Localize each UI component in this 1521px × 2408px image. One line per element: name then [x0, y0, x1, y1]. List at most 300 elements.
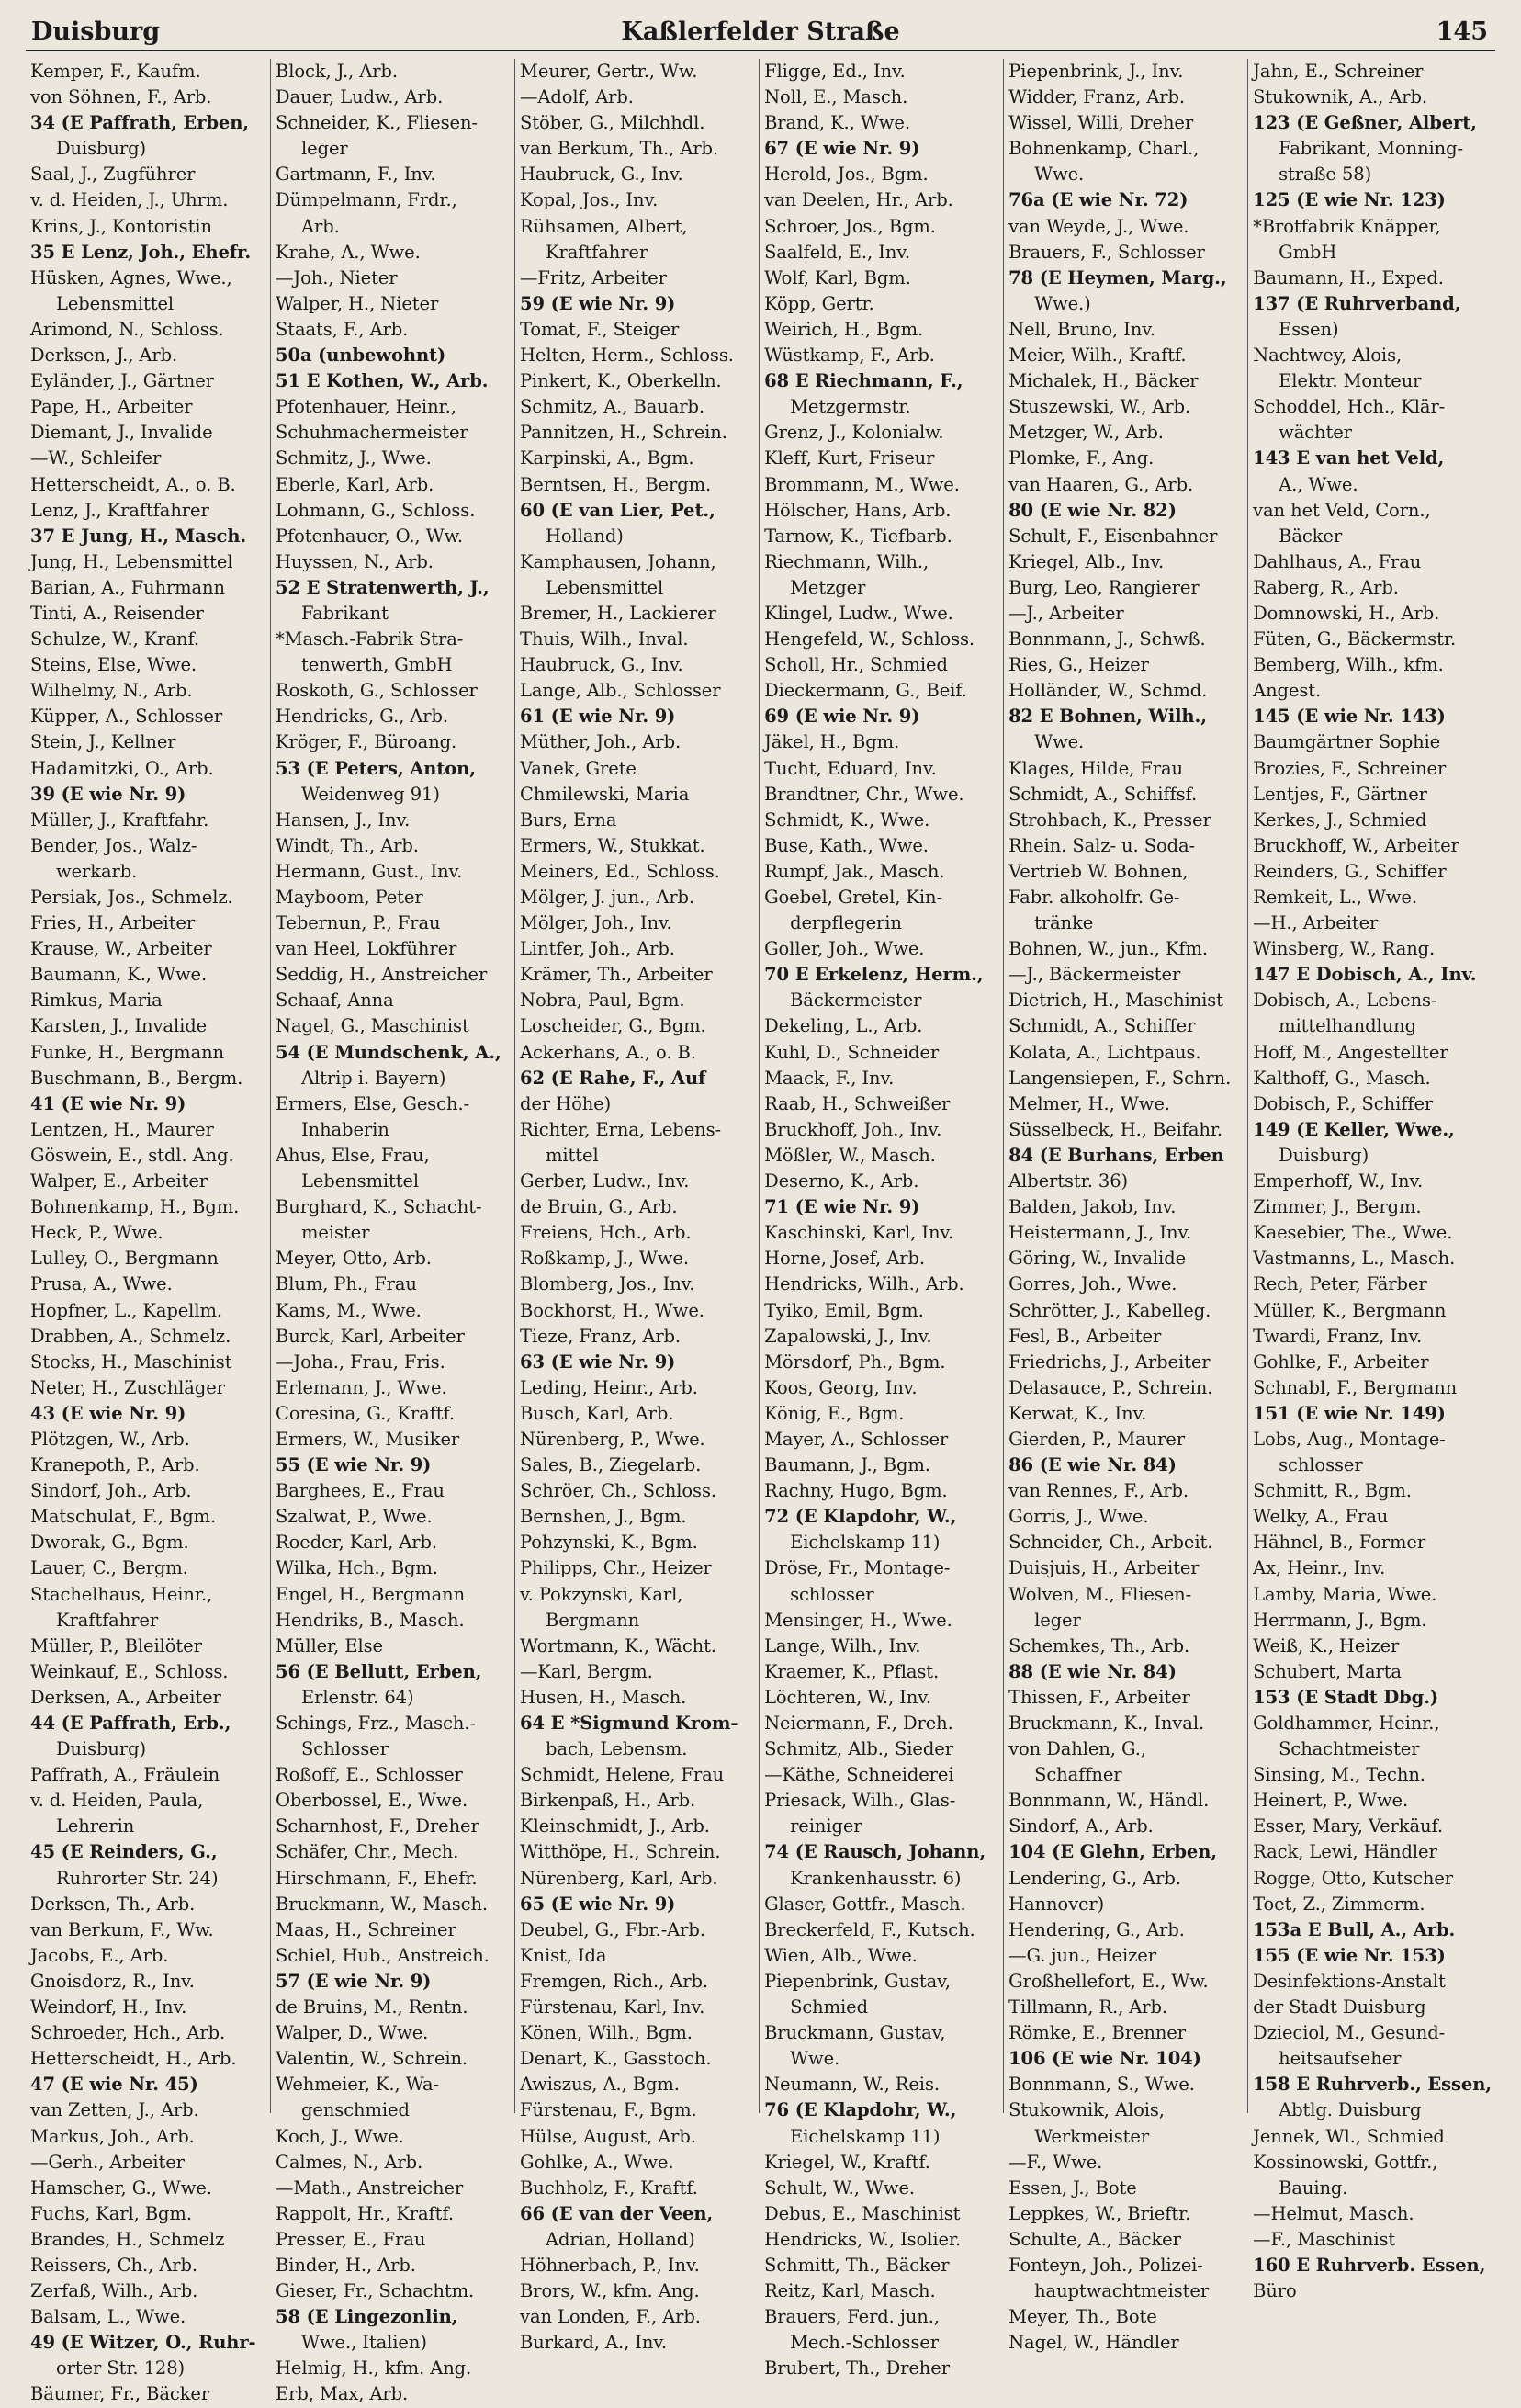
directory-entry: 57 (E wie Nr. 9): [276, 1970, 432, 1992]
directory-entry: Horne, Josef, Arb.: [764, 1248, 925, 1270]
directory-entry: Tebernun, P., Frau: [276, 912, 441, 934]
directory-entry: Dietrich, H., Maschinist: [1008, 989, 1223, 1012]
directory-entry: Wien, Alb., Wwe.: [764, 1944, 918, 1966]
directory-entry: Schiel, Hub., Anstreich.: [276, 1944, 490, 1966]
directory-entry: 64 E *Sigmund Krom-: [520, 1713, 738, 1734]
directory-entry: Lohmann, G., Schloss.: [276, 499, 476, 521]
directory-entry: Meyer, Otto, Arb.: [276, 1248, 432, 1270]
directory-entry: Melmer, H., Wwe.: [1008, 1092, 1170, 1114]
directory-entry: Sindorf, Joh., Arb.: [30, 1480, 192, 1502]
directory-entry: 80 (E wie Nr. 82): [1008, 499, 1177, 521]
directory-entry: Maas, H., Schreiner: [276, 1918, 456, 1940]
directory-entry: Schneider, Ch., Arbeit.: [1008, 1532, 1213, 1554]
directory-entry: Piepenbrink, J., Inv.: [1008, 61, 1184, 82]
directory-entry: Schmidt, K., Wwe.: [764, 808, 930, 831]
directory-entry: Hamscher, G., Wwe.: [30, 2176, 212, 2199]
directory-entry: GmbH: [1279, 241, 1337, 263]
directory-entry: Derksen, A., Arbeiter: [30, 1686, 221, 1708]
directory-entry: 88 (E wie Nr. 84): [1008, 1660, 1177, 1682]
directory-entry: Göswein, E., stdl. Ang.: [30, 1144, 234, 1166]
directory-entry: 51 E Kothen, W., Arb.: [276, 370, 489, 392]
directory-entry: Desinfektions-Anstalt: [1253, 1970, 1446, 1992]
directory-entry: Twardi, Franz, Inv.: [1253, 1325, 1423, 1347]
directory-entry: Loscheider, G., Bgm.: [520, 1015, 706, 1037]
directory-entry: Seddig, H., Anstreicher: [276, 964, 488, 986]
directory-entry: Klages, Hilde, Frau: [1008, 757, 1183, 779]
directory-entry: 52 E Stratenwerth, J.,: [276, 576, 490, 598]
directory-entry: 76 (E Klapdohr, W.,: [764, 2099, 957, 2121]
directory-entry: Kemper, F., Kaufm.: [30, 61, 201, 82]
directory-entry: Rack, Lewi, Händler: [1253, 1841, 1437, 1863]
directory-entry: Werkmeister: [1034, 2125, 1150, 2147]
directory-entry: Krämer, Th., Arbeiter: [520, 964, 713, 986]
directory-entry: Holländer, W., Schmd.: [1008, 680, 1208, 702]
directory-entry: leger: [301, 138, 348, 160]
directory-entry: Ax, Heinr., Inv.: [1253, 1557, 1386, 1579]
directory-entry: Strohbach, K., Presser: [1008, 808, 1211, 831]
directory-entry: Pfotenhauer, Heinr.,: [276, 396, 456, 418]
directory-entry: Mensinger, H., Wwe.: [764, 1609, 952, 1631]
directory-entry: Gorris, J., Wwe.: [1008, 1506, 1149, 1528]
directory-entry: Schneider, K., Fliesen-: [276, 112, 478, 134]
directory-entry: Dzieciol, M., Gesund-: [1253, 2022, 1446, 2044]
directory-entry: Bergmann: [546, 1609, 640, 1631]
directory-entry: 74 (E Rausch, Johann,: [764, 1841, 986, 1863]
directory-entry: Jacobs, E., Arb.: [30, 1944, 169, 1966]
directory-entry: Wissel, Willi, Dreher: [1008, 112, 1194, 134]
directory-entry: Koos, Georg, Inv.: [764, 1376, 918, 1398]
directory-entry: Barian, A., Fuhrmann: [30, 576, 225, 598]
directory-entry: Kams, M., Wwe.: [276, 1299, 422, 1321]
directory-entry: Schings, Frz., Masch.-: [276, 1713, 476, 1734]
directory-entry: Esser, Mary, Verkäuf.: [1253, 1815, 1443, 1837]
directory-entry: Roßoff, E., Schlosser: [276, 1764, 463, 1786]
directory-entry: Dobisch, P., Schiffer: [1253, 1092, 1434, 1114]
directory-entry: Busch, Karl, Arb.: [520, 1402, 674, 1424]
directory-entry: Breckerfeld, F., Kutsch.: [764, 1918, 975, 1940]
directory-entry: Tinti, A., Reisender: [30, 602, 204, 624]
directory-entry: Krankenhausstr. 6): [790, 1867, 962, 1889]
directory-entry: —W., Schleifer: [30, 447, 162, 469]
directory-entry: Bauing.: [1279, 2176, 1348, 2199]
directory-entry: Mölger, Joh., Inv.: [520, 912, 672, 934]
directory-entry: Weirich, H., Bgm.: [764, 318, 924, 340]
directory-entry: Fonteyn, Joh., Polizei-: [1008, 2254, 1203, 2276]
directory-entry: Essen, J., Bote: [1008, 2176, 1137, 2199]
directory-entry: Fabrikant: [301, 602, 389, 624]
directory-entry: —Adolf, Arb.: [520, 86, 634, 108]
directory-entry: Hadamitzki, O., Arb.: [30, 757, 214, 779]
directory-entry: Bonnmann, S., Wwe.: [1008, 2074, 1195, 2096]
directory-entry: 55 (E wie Nr. 9): [276, 1454, 432, 1476]
directory-entry: Hansen, J., Inv.: [276, 808, 411, 831]
directory-entry: Römke, E., Brenner: [1008, 2022, 1186, 2044]
directory-entry: Stuszewski, W., Arb.: [1008, 396, 1191, 418]
directory-entry: Kaschinski, Karl, Inv.: [764, 1222, 954, 1244]
directory-entry: 47 (E wie Nr. 45): [30, 2074, 198, 2096]
directory-entry: Tyiko, Emil, Bgm.: [764, 1299, 924, 1321]
directory-entry: Sinsing, M., Techn.: [1253, 1764, 1425, 1786]
directory-entry: Haubruck, G., Inv.: [520, 164, 683, 186]
directory-entry: Thissen, F., Arbeiter: [1008, 1686, 1190, 1708]
directory-entry: v. d. Heiden, Paula,: [30, 1790, 204, 1812]
directory-entry: Neter, H., Zuschläger: [30, 1376, 225, 1398]
directory-entry: Buchholz, F., Kraftf.: [520, 2176, 698, 2199]
column-6: [1247, 59, 1495, 2302]
directory-entry: Hirschmann, F., Ehefr.: [276, 1867, 478, 1889]
directory-entry: werkarb.: [56, 860, 138, 882]
directory-entry: 54 (E Mundschenk, A.,: [276, 1041, 501, 1063]
directory-entry: Richter, Erna, Lebens-: [520, 1118, 721, 1140]
directory-entry: Kleinschmidt, J., Arb.: [520, 1815, 710, 1837]
directory-entry: Jung, H., Lebensmittel: [30, 550, 233, 572]
directory-entry: 41 (E wie Nr. 9): [30, 1092, 186, 1114]
directory-entry: 106 (E wie Nr. 104): [1008, 2048, 1201, 2070]
directory-entry: 70 E Erkelenz, Herm.,: [764, 964, 984, 986]
directory-entry: —Helmut, Masch.: [1253, 2202, 1414, 2224]
directory-entry: Plomke, F., Ang.: [1008, 447, 1155, 469]
directory-entry: Block, J., Arb.: [276, 61, 398, 82]
directory-entry: Abtlg. Duisburg: [1279, 2099, 1422, 2121]
directory-entry: 160 E Ruhrverb. Essen,: [1253, 2254, 1486, 2276]
directory-entry: Markus, Joh., Arb.: [30, 2125, 195, 2147]
directory-entry: 123 (E Geßner, Albert,: [1253, 112, 1477, 134]
directory-entry: der Höhe): [520, 1092, 612, 1114]
directory-entry: Krause, W., Arbeiter: [30, 938, 212, 960]
directory-entry: Lebensmittel: [546, 576, 664, 598]
directory-entry: Pape, H., Arbeiter: [30, 396, 193, 418]
directory-entry: Schuhmachermeister: [276, 422, 468, 444]
directory-entry: 147 E Dobisch, A., Inv.: [1253, 964, 1477, 986]
directory-entry: 58 (E Lingezonlin,: [276, 2306, 458, 2328]
directory-entry: Wilka, Hch., Bgm.: [276, 1557, 438, 1579]
directory-entry: Vertrieb W. Bohnen,: [1008, 860, 1189, 882]
directory-entry: Rech, Peter, Färber: [1253, 1273, 1427, 1295]
directory-entry: Ries, G., Heizer: [1008, 654, 1149, 676]
directory-entry: Kröger, F., Büroang.: [276, 731, 457, 753]
directory-entry: Rhein. Salz- u. Soda-: [1008, 834, 1195, 856]
directory-entry: hauptwachtmeister: [1034, 2280, 1210, 2302]
directory-entry: Awiszus, A., Bgm.: [520, 2074, 680, 2096]
directory-entry: Buse, Kath., Wwe.: [764, 834, 929, 856]
directory-entry: Chmilewski, Maria: [520, 783, 690, 805]
directory-entry: Nürenberg, P., Wwe.: [520, 1428, 705, 1450]
directory-entry: 145 (E wie Nr. 143): [1253, 706, 1446, 728]
directory-entry: Mölger, J. jun., Arb.: [520, 887, 695, 908]
directory-entry: 65 (E wie Nr. 9): [520, 1893, 676, 1915]
directory-entry: Hendricks, G., Arb.: [276, 706, 448, 728]
directory-entry: Hendricks, W., Isolier.: [764, 2228, 962, 2250]
directory-entry: Drabben, A., Schmelz.: [30, 1325, 231, 1347]
directory-entry: Lentjes, F., Gärtner: [1253, 783, 1427, 805]
directory-entry: Kerkes, J., Schmied: [1253, 808, 1427, 831]
directory-entry: Stachelhaus, Heinr.,: [30, 1583, 213, 1605]
directory-entry: Hüsken, Agnes, Wwe.,: [30, 266, 232, 288]
directory-entry: Pannitzen, H., Schrein.: [520, 422, 727, 444]
directory-entry: Schäfer, Chr., Mech.: [276, 1841, 459, 1863]
directory-entry: Metzger: [790, 576, 866, 598]
directory-entry: Lange, Alb., Schlosser: [520, 680, 721, 702]
directory-entry: Hopfner, L., Kapellm.: [30, 1299, 222, 1321]
directory-entry: Eichelskamp 11): [790, 2125, 941, 2147]
directory-entry: Kraftfahrer: [546, 241, 648, 263]
directory-entry: Kleff, Kurt, Friseur: [764, 447, 935, 469]
directory-entry: Arimond, N., Schloss.: [30, 318, 224, 340]
directory-entry: Pfotenhauer, O., Ww.: [276, 525, 463, 547]
directory-entry: Burs, Erna: [520, 808, 617, 831]
directory-entry: Erlemann, J., Wwe.: [276, 1376, 447, 1398]
directory-entry: Pohzynski, K., Bgm.: [520, 1532, 698, 1554]
directory-entry: Bemberg, Wilh., kfm.: [1253, 654, 1444, 676]
directory-entry: Hendricks, Wilh., Arb.: [764, 1273, 964, 1295]
directory-entry: der Stadt Duisburg: [1253, 1996, 1426, 2018]
directory-entry: —J., Arbeiter: [1008, 602, 1124, 624]
directory-entry: Calmes, N., Arb.: [276, 2151, 423, 2173]
directory-entry: Brand, K., Wwe.: [764, 112, 910, 134]
directory-entry: Meiners, Ed., Schloss.: [520, 860, 720, 882]
directory-entry: Brozies, F., Schreiner: [1253, 757, 1447, 779]
directory-entry: Tomat, F., Steiger: [520, 318, 680, 340]
directory-entry: reiniger: [790, 1815, 862, 1837]
directory-entry: 62 (E Rahe, F., Auf: [520, 1067, 706, 1089]
directory-entry: Stukownik, Alois,: [1008, 2099, 1165, 2121]
directory-entry: Baumann, H., Exped.: [1253, 266, 1444, 288]
directory-entry: —J., Bäckermeister: [1008, 964, 1181, 986]
directory-entry: Piepenbrink, Gustav,: [764, 1970, 951, 1992]
directory-entry: Ermers, Else, Gesch.-: [276, 1092, 470, 1114]
directory-entry: Süsselbeck, H., Beifahr.: [1008, 1118, 1223, 1140]
directory-entry: Stein, J., Kellner: [30, 731, 176, 753]
directory-entry: Hannover): [1008, 1893, 1105, 1915]
directory-entry: Tillmann, R., Arb.: [1008, 1996, 1167, 2018]
directory-entry: Rumpf, Jak., Masch.: [764, 860, 945, 882]
directory-entry: Bender, Jos., Walz-: [30, 834, 197, 856]
directory-entry: Duisjuis, H., Arbeiter: [1008, 1557, 1200, 1579]
directory-entry: Mößler, W., Masch.: [764, 1144, 936, 1166]
directory-entry: Höhnerbach, P., Inv.: [520, 2254, 700, 2276]
directory-entry: van het Veld, Corn.,: [1253, 499, 1431, 521]
directory-entry: Nürenberg, Karl, Arb.: [520, 1867, 718, 1889]
directory-entry: Domnowski, H., Arb.: [1253, 602, 1440, 624]
directory-entry: Bremer, H., Lackierer: [520, 602, 716, 624]
directory-entry: Kossinowski, Gottfr.,: [1253, 2151, 1438, 2173]
directory-entry: Schrötter, J., Kabelleg.: [1008, 1299, 1211, 1321]
directory-entry: —Fritz, Arbeiter: [520, 266, 667, 288]
directory-entry: Fürstenau, Karl, Inv.: [520, 1996, 705, 2018]
directory-entry: tränke: [1034, 912, 1094, 934]
directory-entry: Paffrath, A., Fräulein: [30, 1764, 220, 1786]
directory-entry: —Gerh., Arbeiter: [30, 2151, 185, 2173]
directory-entry: Hölscher, Hans, Arb.: [764, 499, 952, 521]
directory-entry: Goebel, Gretel, Kin-: [764, 887, 942, 908]
directory-entry: 76a (E wie Nr. 72): [1008, 189, 1189, 211]
directory-entry: mittel: [546, 1144, 599, 1166]
directory-entry: van Londen, F., Arb.: [520, 2306, 701, 2328]
directory-entry: Zerfaß, Wilh., Arb.: [30, 2280, 198, 2302]
directory-entry: Hetterscheidt, A., o. B.: [30, 473, 236, 495]
directory-entry: Grenz, J., Kolonialw.: [764, 422, 944, 444]
directory-entry: Duisburg): [56, 1738, 146, 1760]
directory-entry: 61 (E wie Nr. 9): [520, 706, 676, 728]
directory-entry: —Karl, Bergm.: [520, 1660, 653, 1682]
directory-entry: 56 (E Bellutt, Erben,: [276, 1660, 482, 1682]
column-5: [1003, 59, 1247, 2354]
directory-entry: Vastmanns, L., Masch.: [1253, 1248, 1456, 1270]
directory-entry: Helmig, H., kfm. Ang.: [276, 2357, 472, 2380]
directory-entry: Schmitz, A., Bauarb.: [520, 396, 704, 418]
directory-entry: Meurer, Gertr., Ww.: [520, 61, 698, 82]
directory-entry: Prusa, A., Wwe.: [30, 1273, 173, 1295]
directory-entry: *Masch.-Fabrik Stra-: [276, 628, 464, 650]
directory-entry: Steins, Else, Wwe.: [30, 654, 197, 676]
directory-entry: Schult, W., Wwe.: [764, 2176, 916, 2199]
directory-entry: 34 (E Paffrath, Erben,: [30, 112, 249, 134]
directory-entry: Kranepoth, P., Arb.: [30, 1454, 200, 1476]
directory-entry: van Haaren, G., Arb.: [1008, 473, 1194, 495]
directory-entry: Lebensmittel: [56, 292, 175, 314]
directory-entry: Brandtner, Chr., Wwe.: [764, 783, 964, 805]
directory-entry: Baumann, K., Wwe.: [30, 964, 208, 986]
directory-entry: Fligge, Ed., Inv.: [764, 61, 906, 82]
directory-entry: 49 (E Witzer, O., Ruhr-: [30, 2332, 256, 2354]
directory-entry: 66 (E van der Veen,: [520, 2202, 714, 2224]
directory-entry: Bockhorst, H., Wwe.: [520, 1299, 704, 1321]
directory-entry: Freiens, Hch., Arb.: [520, 1222, 692, 1244]
directory-entry: Maack, F., Inv.: [764, 1067, 895, 1089]
directory-entry: derpflegerin: [790, 912, 902, 934]
directory-entry: 63 (E wie Nr. 9): [520, 1351, 676, 1373]
directory-entry: Gieser, Fr., Schachtm.: [276, 2280, 475, 2302]
directory-entry: Bruckmann, K., Inval.: [1008, 1713, 1205, 1734]
directory-entry: Presser, E., Frau: [276, 2228, 426, 2250]
directory-entry: Schult, F., Eisenbahner: [1008, 525, 1218, 547]
directory-entry: Lenz, J., Kraftfahrer: [30, 499, 209, 521]
directory-entry: Szalwat, P., Wwe.: [276, 1506, 433, 1528]
directory-entry: straße 58): [1279, 164, 1372, 186]
directory-entry: Hendriks, B., Masch.: [276, 1609, 465, 1631]
directory-entry: Ermers, W., Stukkat.: [520, 834, 705, 856]
directory-entry: Balden, Jakob, Inv.: [1008, 1196, 1177, 1218]
directory-entry: 86 (E wie Nr. 84): [1008, 1454, 1177, 1476]
directory-entry: Bruckhoff, W., Arbeiter: [1253, 834, 1459, 856]
directory-entry: Zimmer, J., Bergm.: [1253, 1196, 1422, 1218]
directory-entry: Könen, Wilh., Bgm.: [520, 2022, 693, 2044]
directory-entry: Blomberg, Jos., Inv.: [520, 1273, 695, 1295]
directory-entry: Buschmann, B., Bergm.: [30, 1067, 243, 1089]
directory-entry: Ahus, Else, Frau,: [276, 1144, 430, 1166]
directory-entry: Mayboom, Peter: [276, 887, 423, 908]
directory-entry: Husen, H., Masch.: [520, 1686, 687, 1708]
directory-entry: Krahe, A., Wwe.: [276, 241, 421, 263]
directory-entry: Löchteren, W., Inv.: [764, 1686, 931, 1708]
directory-entry: Wwe.): [1034, 292, 1091, 314]
directory-entry: van Heel, Lokführer: [276, 938, 457, 960]
directory-entry: Thuis, Wilh., Inval.: [520, 628, 689, 650]
directory-entry: Neumann, W., Reis.: [764, 2074, 940, 2096]
directory-entry: Bruckmann, Gustav,: [764, 2022, 946, 2044]
directory-entry: Kamphausen, Johann,: [520, 550, 716, 572]
directory-entry: Welky, A., Frau: [1253, 1506, 1389, 1528]
directory-entry: Noll, E., Masch.: [764, 86, 908, 108]
directory-entry: Diemant, J., Invalide: [30, 422, 213, 444]
directory-entry: Wortmann, K., Wächt.: [520, 1634, 716, 1656]
directory-entry: Weidenweg 91): [301, 783, 440, 805]
directory-entry: Dümpelmann, Frdr.,: [276, 189, 457, 211]
directory-entry: Brandes, H., Schmelz: [30, 2228, 225, 2250]
directory-entry: 78 (E Heymen, Marg.,: [1008, 266, 1227, 288]
directory-entry: 37 E Jung, H., Masch.: [30, 525, 247, 547]
directory-entry: Winsberg, W., Rang.: [1253, 938, 1436, 960]
directory-entry: Wüstkamp, F., Arb.: [764, 345, 935, 367]
directory-entry: Baumann, J., Bgm.: [764, 1454, 930, 1476]
directory-entry: Berntsen, H., Bergm.: [520, 473, 712, 495]
directory-entry: Jennek, Wl., Schmied: [1253, 2125, 1445, 2147]
directory-entry: Brors, W., kfm. Ang.: [520, 2280, 700, 2302]
directory-entry: schlosser: [790, 1583, 874, 1605]
directory-entry: Schaffner: [1034, 1764, 1122, 1786]
directory-entry: Persiak, Jos., Schmelz.: [30, 887, 233, 908]
directory-entry: Wwe.: [790, 2048, 840, 2070]
directory-entry: Schmitt, R., Bgm.: [1253, 1480, 1412, 1502]
directory-entry: —F., Maschinist: [1253, 2228, 1396, 2250]
directory-entry: Erb, Max, Arb.: [276, 2383, 409, 2405]
directory-entry: Dekeling, L., Arb.: [764, 1015, 923, 1037]
directory-entry: —H., Arbeiter: [1253, 912, 1379, 934]
directory-entry: Dauer, Ludw., Arb.: [276, 86, 444, 108]
directory-entry: Müther, Joh., Arb.: [520, 731, 682, 753]
directory-entry: 137 (E Ruhrverband,: [1253, 292, 1461, 314]
directory-entry: Lebensmittel: [301, 1170, 420, 1193]
directory-entry: Derksen, J., Arb.: [30, 345, 178, 367]
directory-entry: —Joha., Frau, Fris.: [276, 1351, 445, 1373]
directory-entry: Klingel, Ludw., Wwe.: [764, 602, 953, 624]
directory-entry: Jäkel, H., Bgm.: [764, 731, 900, 753]
directory-entry: 68 E Riechmann, F.,: [764, 370, 963, 392]
directory-entry: Großhellefort, E., Ww.: [1008, 1970, 1209, 1992]
directory-entry: Dobisch, A., Lebens-: [1253, 989, 1437, 1012]
directory-entry: Heistermann, J., Inv.: [1008, 1222, 1192, 1244]
directory-entry: Schroer, Jos., Bgm.: [764, 215, 936, 237]
directory-entry: Friedrichs, J., Arbeiter: [1008, 1351, 1211, 1373]
directory-entry: Riechmann, Wilh.,: [764, 550, 930, 572]
directory-entry: Müller, Else: [276, 1634, 383, 1656]
directory-entry: Roeder, Karl, Arb.: [276, 1532, 438, 1554]
directory-entry: Delasauce, P., Schrein.: [1008, 1376, 1213, 1398]
directory-entry: Kuhl, D., Schneider: [764, 1041, 940, 1063]
directory-entry: Neiermann, F., Dreh.: [764, 1713, 953, 1734]
directory-entry: Walper, H., Nieter: [276, 292, 439, 314]
directory-entry: Michalek, H., Bäcker: [1008, 370, 1199, 392]
directory-entry: Fabr. alkoholfr. Ge-: [1008, 887, 1180, 908]
directory-entry: Bohnen, W., jun., Kfm.: [1008, 938, 1209, 960]
directory-entry: van Berkum, Th., Arb.: [520, 138, 719, 160]
directory-entry: Fries, H., Arbeiter: [30, 912, 196, 934]
directory-entry: v. d. Heiden, J., Uhrm.: [30, 189, 229, 211]
directory-entry: Lehrerin: [56, 1815, 135, 1837]
directory-entry: Valentin, W., Schrein.: [276, 2048, 468, 2070]
directory-entry: Hengefeld, W., Schloss.: [764, 628, 975, 650]
directory-entry: Saalfeld, E., Inv.: [764, 241, 910, 263]
directory-entry: Brauers, F., Schlosser: [1008, 241, 1205, 263]
directory-entry: Meier, Wilh., Kraftf.: [1008, 345, 1187, 367]
directory-entry: Kaesebier, The., Wwe.: [1253, 1222, 1453, 1244]
directory-entry: Gorres, Joh., Wwe.: [1008, 1273, 1177, 1295]
directory-entry: Goller, Joh., Wwe.: [764, 938, 925, 960]
directory-entry: Goldhammer, Heinr.,: [1253, 1713, 1440, 1734]
directory-entry: Schmidt, Helene, Frau: [520, 1764, 725, 1786]
directory-entry: Bohnenkamp, Charl.,: [1008, 138, 1200, 160]
directory-columns: [26, 59, 1495, 2405]
